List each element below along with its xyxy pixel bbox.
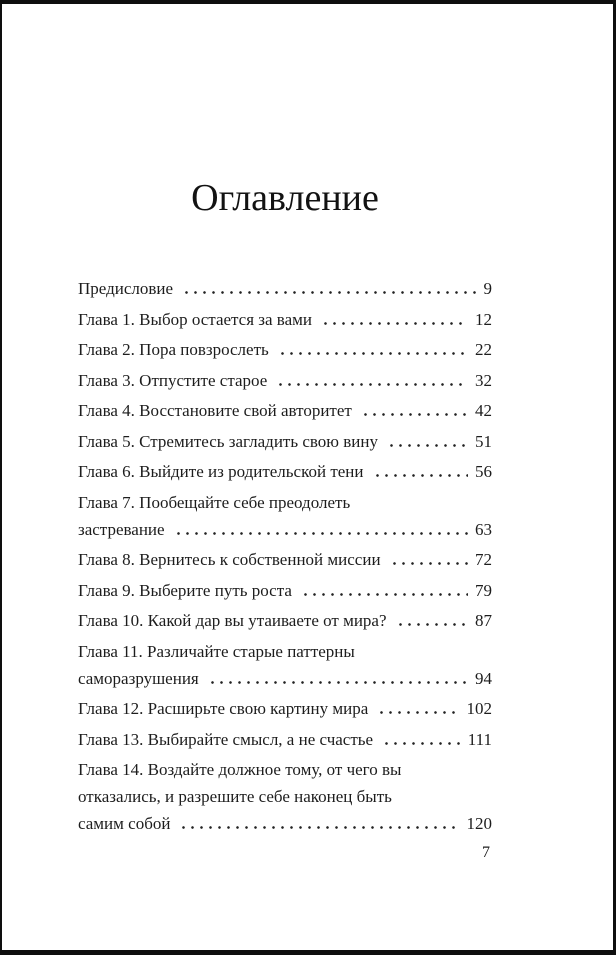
- dot-leader: [208, 681, 468, 684]
- toc-entry-title-line-1: Глава 7. Пообещайте себе преодолеть: [78, 492, 351, 512]
- toc-entry-title-line-3: самим собой: [78, 814, 171, 833]
- toc-entry-line: [78, 695, 492, 722]
- dot-leader: [174, 532, 468, 535]
- toc-entry-page-number: 79: [475, 580, 492, 600]
- toc-entry-title: Глава 3. Отпустите старое: [78, 370, 268, 390]
- toc-entry-page-number: 51: [475, 431, 492, 451]
- toc-entry-line: [78, 458, 492, 485]
- dot-leader: [276, 383, 468, 386]
- toc-entry-page-number: 12: [475, 309, 492, 329]
- toc-entry-title-line-1: Глава 14. Воздайте должное тому, от чего вы: [78, 760, 402, 779]
- toc-entry-title: Глава 4. Восстановите свой авторитет: [78, 401, 352, 420]
- dot-leader: [361, 413, 468, 416]
- toc-entry-title: Глава 1. Выбор остается за вами: [78, 309, 312, 329]
- book-page: [2, 4, 613, 950]
- toc-entry-chapter-14: [78, 756, 492, 837]
- page-content-column: [78, 175, 492, 863]
- dot-leader: [321, 322, 468, 325]
- toc-entry-page-number: 22: [475, 340, 492, 359]
- toc-entry-title: Глава 13. Выбирайте смысл, а не счастье: [78, 729, 374, 749]
- toc-entry-chapter-11: [78, 638, 492, 692]
- toc-entry-chapter-9: [78, 577, 492, 604]
- toc-entry-chapter-5: [78, 428, 492, 455]
- toc-entry-chapter-8: [78, 546, 492, 573]
- toc-entry-title: Предисловие: [78, 279, 174, 298]
- toc-entry-title: Глава 9. Выберите путь роста: [78, 580, 292, 600]
- toc-entry-line: [78, 546, 492, 573]
- dot-leader: [390, 562, 468, 565]
- toc-entry-page-number: 87: [475, 611, 492, 630]
- toc-entry-line: [78, 367, 492, 394]
- toc-entry-chapter-7: [78, 489, 492, 543]
- folio-page-number: 7: [482, 844, 490, 861]
- toc-entry-line: [78, 397, 492, 424]
- toc-entry-chapter-10: [78, 607, 492, 634]
- toc-entry-chapter-4: [78, 397, 492, 424]
- toc-entry-chapter-3: [78, 367, 492, 394]
- dot-leader: [373, 474, 469, 477]
- dot-leader: [179, 826, 459, 829]
- toc-entry-page-number: 120: [466, 814, 492, 833]
- toc-entry-page-number: 72: [475, 550, 492, 569]
- toc-entry-title: Глава 10. Какой дар вы утаиваете от мира?: [78, 611, 387, 630]
- toc-entry-page-number: 63: [475, 519, 492, 539]
- dot-leader: [387, 444, 468, 447]
- toc-entry-title-line-2: саморазрушения: [78, 668, 199, 688]
- toc-entry-title-line-2: отказались, и разрешите себе наконец быть: [78, 787, 392, 806]
- toc-entry-page-number: 42: [475, 401, 492, 420]
- page-title: Оглавление: [191, 177, 379, 219]
- toc-entry-line: [78, 726, 492, 753]
- toc-entry-title: Глава 8. Вернитесь к собственной миссии: [78, 550, 381, 569]
- toc-entry-line: [78, 428, 492, 455]
- toc-entry-line: [78, 607, 492, 634]
- toc-entry-line: [78, 810, 492, 837]
- toc-entry-page-number: 56: [475, 462, 492, 481]
- toc-entry-line: [78, 577, 492, 604]
- table-of-contents: [78, 275, 492, 837]
- toc-entry-preface: [78, 275, 492, 302]
- toc-entry-line: [78, 275, 492, 302]
- toc-entry-page-number: 94: [475, 668, 492, 688]
- toc-entry-title: Глава 6. Выйдите из родительской тени: [78, 462, 364, 481]
- toc-entry-page-number: 9: [483, 279, 492, 298]
- toc-entry-line: [78, 306, 492, 333]
- toc-entry-page-number: 102: [466, 699, 492, 718]
- toc-entry-chapter-6: [78, 458, 492, 485]
- toc-entry-line: [78, 336, 492, 363]
- dot-leader: [182, 291, 476, 294]
- toc-entry-line: [78, 516, 492, 543]
- toc-entry-chapter-1: [78, 306, 492, 333]
- toc-entry-line: [78, 665, 492, 692]
- dot-leader: [301, 593, 468, 596]
- toc-entry-title: Глава 12. Расширьте свою картину мира: [78, 699, 369, 718]
- dot-leader: [382, 742, 461, 745]
- toc-entry-chapter-2: [78, 336, 492, 363]
- toc-entry-title-line-1: Глава 11. Различайте старые паттерны: [78, 641, 355, 661]
- dot-leader: [278, 352, 468, 355]
- toc-entry-page-number: 32: [475, 370, 492, 390]
- toc-entry-title: Глава 5. Стремитесь загладить свою вину: [78, 431, 378, 451]
- toc-entry-chapter-12: [78, 695, 492, 722]
- dot-leader: [377, 711, 459, 714]
- toc-entry-chapter-13: [78, 726, 492, 753]
- toc-entry-page-number: 111: [467, 729, 492, 749]
- dot-leader: [396, 623, 468, 626]
- toc-entry-title: Глава 2. Пора повзрослеть: [78, 340, 269, 359]
- toc-entry-title-line-2: застревание: [78, 519, 165, 539]
